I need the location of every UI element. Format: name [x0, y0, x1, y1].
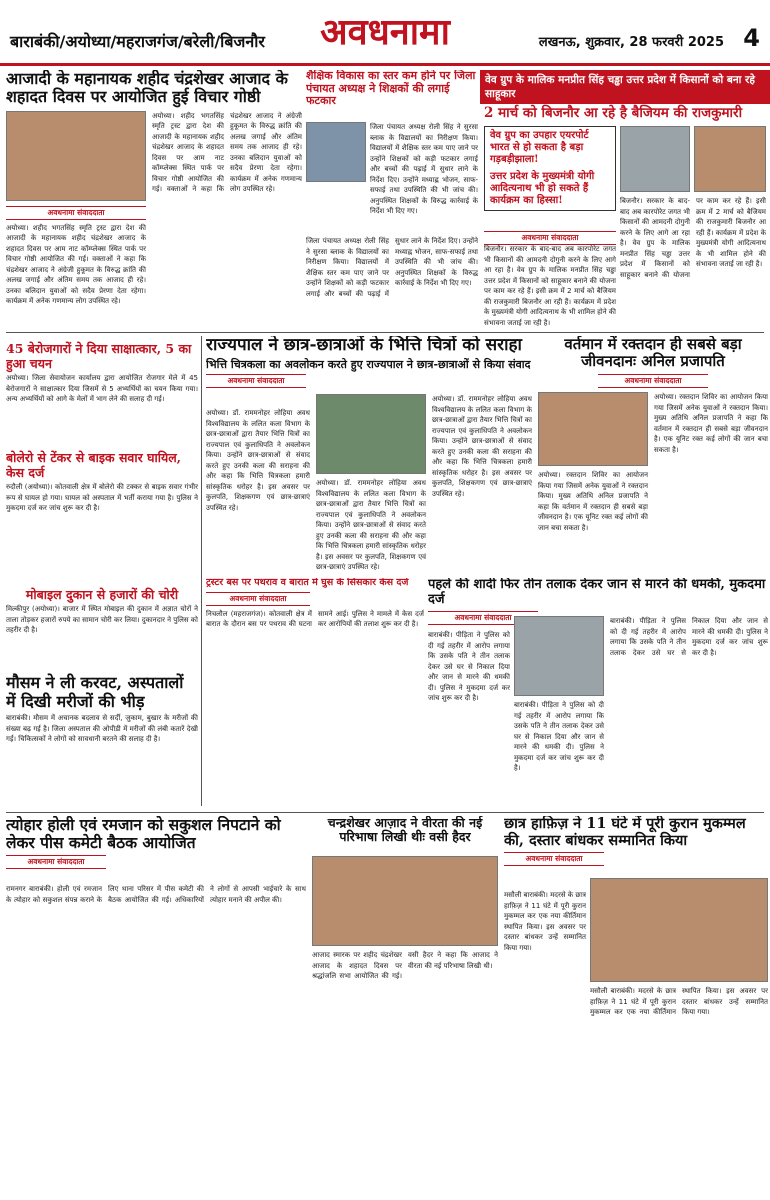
photo [306, 122, 366, 182]
photo [316, 394, 426, 474]
body: अयोध्या। शहीद भगतसिंह स्मृति ट्रस्ट द्वारा देश की आजादी के महानायक शहीद चंद्रशेखर आजाद के शहादत दिवस पर आम नाट कॉम्प्लेक्स स्थित पार्क पर विचार गोष्ठी आयोजित की गई। वक्ताओं ने कहा कि चंद्रशेखर आजाद ने अंग्रेजी हुकूमत के विरुद्ध क्रांति की अलख जगाई और अंतिम समय तक आजाद ही रहे। उनका बलिदान युवाओं को सदैव प्रेरणा देता रहेगा। कार्यक्रम में अनेक गणमान्य लोग उपस्थित रहे। [152, 111, 302, 194]
headline: छात्र हाफ़िज़ ने 11 घंटे में पूरी कुरान मुकम्मल की, दस्तार बांधकर सम्मानित किया [504, 816, 746, 849]
subhead: भित्ति चित्रकला का अवलोकन करते हुए राज्यपाल ने छात्र-छात्राओं से किया संवाद [206, 357, 531, 371]
headline: त्योहार होली एवं रमजान को सकुशल निपटाने को लेकर पीस कमेटी बैठक आयोजित [6, 816, 281, 852]
divider [6, 812, 764, 813]
headline: चन्द्रशेखर आज़ाद ने वीरता की नई परिभाषा लिखी थीः वसी हैदर [327, 816, 483, 845]
article-azad-goshthi [6, 70, 302, 328]
headline: आजादी के महानायक शहीद चंद्रशेखर आजाद के शहादत दिवस पर आयोजित हुई विचार गोष्ठी [6, 70, 288, 107]
brief-head: मौसम ने ली करवट, अस्पतालों में दिखी मरीजों की भीड़ [6, 673, 184, 712]
body-cont: जिला पंचायत अध्यक्ष रोली सिंह ने सुरसा ब्लाक के विद्यालयों का निरीक्षण किया। विद्यालयों में शैक्षिक स्तर कम पाए जाने पर उन्होंने शिक्षकों को कड़ी फटकार लगाई और बच्चों की पढ़ाई में सुधार लाने के निर्देश दिए। उन्होंने मध्याह्न भोजन, साफ-सफाई तथा उपस्थिति की भी जांच की। अनुपस्थित शिक्षकों के विरुद्ध कार्रवाई के निर्देश भी दिए गए। [306, 237, 478, 298]
body-cont: बाराबंकी। पीड़िता ने पुलिस को दी गई तहरीर में आरोप लगाया कि उसके पति ने तीन तलाक देकर उसे घर से निकाल दिया और जान से मारने की धमकी दी। पुलिस ने मुकदमा दर्ज कर जांच शुरू कर दी है। [514, 701, 604, 772]
headline: पहले की शादी फिर तीन तलाक देकर जान से मारने की धमकी, मुकदमा दर्ज [428, 578, 766, 607]
point-2: उत्तर प्रदेश के मुख्यमंत्री योगी आदित्यनाथ भी हो सकते हैं कार्यक्रम का हिस्सा! [490, 171, 595, 206]
byline: अवधनामा संवाददाता [504, 852, 604, 866]
article-raktdaan [538, 336, 768, 576]
body-cont: मसौली बाराबंकी। मदरसे के छात्र हाफ़िज़ ने 11 घंटे में पूरी कुरान मुकम्मल कर एक नया कीर्तिमान स्थापित किया। इस अवसर पर दस्तार बांधकर उन्हें सम्मानित किया गया। [590, 987, 768, 1016]
byline: अवधनामा संवाददाता [206, 374, 306, 388]
byline: अवधनामा संवाददाता [6, 206, 146, 220]
article-peace-committee [6, 816, 306, 1194]
photo [590, 878, 768, 982]
page-number: 4 [743, 24, 760, 52]
body-cont: बाराबंकी। पीड़िता ने पुलिस को दी गई तहरीर में आरोप लगाया कि उसके पति ने तीन तलाक देकर उसे घर से निकाल दिया और जान से मारने की धमकी दी। पुलिस ने मुकदमा दर्ज कर जांच शुरू कर दी है। [610, 617, 768, 657]
body-cont: अयोध्या। डॉ. राममनोहर लोहिया अवध विश्वविद्यालय के ललित कला विभाग के छात्र-छात्राओं द्वारा तैयार भित्ति चित्रों का राज्यपाल एवं कुलाधिपति ने अवलोकन किया। उन्होंने छात्र-छात्राओं से संवाद करते हुए उनकी कला की सराहना की और कहा कि भित्ति चित्रकला हमारी सांस्कृतिक धरोहर है। इस अवसर पर कुलपति, शिक्षकगण एवं छात्र-छात्राएं उपस्थित रहे। [316, 479, 426, 571]
masthead [0, 0, 770, 66]
article-jila-panchayat [306, 70, 478, 328]
logo [310, 6, 460, 60]
body: जिला पंचायत अध्यक्ष रोली सिंह ने सुरसा ब्लाक के विद्यालयों का निरीक्षण किया। विद्यालयों में शैक्षिक स्तर कम पाए जाने पर उन्होंने शिक्षकों को कड़ी फटकार लगाई और बच्चों की पढ़ाई में सुधार लाने के निर्देश दिए। उन्होंने मध्याह्न भोजन, साफ-सफाई तथा उपस्थिति की भी जांच की। अनुपस्थित शिक्षकों के विरुद्ध कार्रवाई के निर्देश भी दिए गए। [370, 123, 478, 215]
body: आजाद स्मारक पर शहीद चंद्रशेखर आजाद के शहादत दिवस पर श्रद्धांजलि सभा आयोजित की गई। वसी हैदर ने कहा कि आजाद ने वीरता की नई परिभाषा लिखी थी। [312, 951, 498, 980]
brief-body: अयोध्या। जिला सेवायोजन कार्यालय द्वारा आयोजित रोजगार मेले में 45 बेरोजगारों ने साक्षात्कार दिया जिसमें से 5 अभ्यर्थियों का चयन किया गया। अन्य अभ्यर्थियों को आगे के मेलों में भाग लेने की सलाह दी गई। [6, 374, 198, 403]
article-hafiz [504, 816, 768, 1194]
point-1: वेव ग्रुप का उपहार एयरपोर्ट भारत से हो सकता है बड़ा गड़बड़ीझाला! [490, 130, 589, 165]
photo [514, 616, 604, 696]
byline: अवधनामा संवाददाता [484, 231, 616, 245]
headline: वर्तमान में रक्तदान ही सबसे बड़ा जीवनदानः अनिल प्रजापति [564, 336, 742, 371]
photo-2 [694, 126, 766, 192]
article-rajyapal [206, 336, 532, 576]
brief-head: बोलेरो से टेंकर से बाइक सवार घायिल, केस दर्ज [6, 450, 182, 480]
headline: शैक्षिक विकास का स्तर कम होने पर जिला पंचायत अध्यक्ष ने शिक्षकों की लगाई फटकार [306, 70, 476, 108]
body: अयोध्या। डॉ. राममनोहर लोहिया अवध विश्वविद्यालय के ललित कला विभाग के छात्र-छात्राओं द्वारा तैयार भित्ति चित्रों का राज्यपाल एवं कुलाधिपति ने अवलोकन किया। उन्होंने छात्र-छात्राओं से संवाद करते हुए उनकी कला की सराहना की और कहा कि भित्ति चित्रकला हमारी सांस्कृतिक धरोहर है। इस अवसर पर कुलपति, शिक्षकगण एवं छात्र-छात्राएं उपस्थित रहे। [206, 409, 310, 512]
headline: ट्रस्टर बस पर पथराव व बारात में घुस के सिसकार केस दर्ज [206, 578, 409, 588]
photo-1 [620, 126, 690, 192]
banner: वेव ग्रुप के मालिक मनप्रीत सिंह चड्ढा उत्तर प्रदेश में किसानों को बना रहे साहूकार [480, 70, 770, 104]
brief-body: बाराबंकी। मौसम में अचानक बदलाव से सर्दी, जुकाम, बुखार के मरीजों की संख्या बढ़ गई है। जिला अस्पताल की ओपीडी में मरीजों की लंबी कतारें देखी गईं। चिकित्सकों ने लोगों को सावधानी बरतने की सलाह दी है। [6, 714, 198, 744]
dateline: लखनऊ, शुक्रवार, 28 फरवरी 2025 [538, 35, 724, 50]
byline: अवधनामा संवाददाता [428, 611, 538, 625]
photo [538, 392, 648, 466]
brief-head: मोबाइल दुकान से हजारों की चोरी [25, 587, 179, 602]
divider [6, 332, 764, 333]
body-cont: बिजनौर। सरकार के बाद-बाद अब कारपोरेट जगत भी किसानों की आमदनी दोगुनी करने के लिए आगे आ रहा है। वेव ग्रुप के मालिक मनप्रीत सिंह चड्ढा उत्तर प्रदेश में किसानों को साहूकार बनाने की योजना पर काम कर रहे हैं। इसी क्रम में 2 मार्च को बैजियम की राजकुमारी बिजनौर आ रही हैं। कार्यक्रम में प्रदेश के मुख्यमंत्री योगी आदित्यनाथ के भी शामिल होने की संभावना जताई जा रही है। [484, 245, 616, 327]
point-box [484, 126, 616, 211]
body: अयोध्या। रक्तदान शिविर का आयोजन किया गया जिसमें अनेक युवाओं ने रक्तदान किया। मुख्य अतिथि अनिल प्रजापति ने कहा कि वर्तमान में रक्तदान ही सबसे बड़ा जीवनदान है। एक यूनिट रक्त कई लोगों की जान बचा सकता है। [654, 393, 768, 454]
body-cont: अयोध्या। रक्तदान शिविर का आयोजन किया गया जिसमें अनेक युवाओं ने रक्तदान किया। मुख्य अतिथि अनिल प्रजापति ने कहा कि वर्तमान में रक्तदान ही सबसे बड़ा जीवनदान है। एक यूनिट रक्त कई लोगों की जान बचा सकता है। [538, 471, 648, 532]
brief-head: 45 बेरोजगारों ने दिया साक्षात्कार, 5 का हुआ चयन [6, 341, 192, 371]
brief-body: मिल्कीपुर (अयोध्या)। बाजार में स्थित मोबाइल की दुकान में अज्ञात चोरों ने ताला तोड़कर हजारों रुपये का सामान चोरी कर लिया। दुकानदार ने पुलिस को तहरीर दी है। [6, 605, 198, 634]
body-cont: अयोध्या। डॉ. राममनोहर लोहिया अवध विश्वविद्यालय के ललित कला विभाग के छात्र-छात्राओं द्वारा तैयार भित्ति चित्रों का राज्यपाल एवं कुलाधिपति ने अवलोकन किया। उन्होंने छात्र-छात्राओं से संवाद करते हुए उनकी कला की सराहना की और कहा कि भित्ति चित्रकला हमारी सांस्कृतिक धरोहर है। इस अवसर पर कुलपति, शिक्षकगण एवं छात्र-छात्राएं उपस्थित रहे। [432, 395, 532, 498]
article-bijnor [480, 104, 770, 330]
photo [312, 856, 498, 946]
byline: अवधनामा संवाददाता [206, 592, 310, 606]
article-vasi-haidar [312, 816, 498, 1194]
briefs-column [6, 336, 198, 806]
byline: अवधनामा संवाददाता [598, 374, 708, 388]
body-wrap [312, 950, 498, 1194]
divider [201, 336, 202, 806]
logo-text: अवधनामा [320, 11, 450, 53]
brief-body: रुदौली (अयोध्या)। कोतवाली क्षेत्र में बोलेरो की टक्कर से बाइक सवार गंभीर रूप से घायल हो गया। घायल को अस्पताल में भर्ती कराया गया है। पुलिस ने मुकदमा दर्ज कर जांच शुरू कर दी है। [6, 483, 198, 512]
body: मसौली बाराबंकी। मदरसे के छात्र हाफ़िज़ ने 11 घंटे में पूरी कुरान मुकम्मल कर एक नया कीर्तिमान स्थापित किया। इस अवसर पर दस्तार बांधकर उन्हें सम्मानित किया गया। [504, 891, 586, 952]
byline: अवधनामा संवाददाता [6, 855, 106, 869]
article-teen-talak [428, 578, 768, 806]
article-bus-pathrav [206, 578, 424, 806]
headline: राज्यपाल ने छात्र-छात्राओं के भित्ति चित्रों को सराहा [206, 336, 522, 355]
body: निचलौल (महराजगंज)। कोतवाली क्षेत्र में बारात के दौरान बस पर पथराव की घटना सामने आई। पुलिस ने मामले में केस दर्ज कर आरोपियों की तलाश शुरू कर दी है। [206, 609, 424, 629]
photo [6, 111, 146, 201]
body: बिजनौर। सरकार के बाद-बाद अब कारपोरेट जगत भी किसानों की आमदनी दोगुनी करने के लिए आगे आ रहा है। वेव ग्रुप के मालिक मनप्रीत सिंह चड्ढा उत्तर प्रदेश में किसानों को साहूकार बनाने की योजना पर काम कर रहे हैं। इसी क्रम में 2 मार्च को बैजियम की राजकुमारी बिजनौर आ रही हैं। कार्यक्रम में प्रदेश के मुख्यमंत्री योगी आदित्यनाथ के भी शामिल होने की संभावना जताई जा रही है। [620, 197, 766, 279]
body-cont: अयोध्या। शहीद भगतसिंह स्मृति ट्रस्ट द्वारा देश की आजादी के महानायक शहीद चंद्रशेखर आजाद के शहादत दिवस पर आम नाट कॉम्प्लेक्स स्थित पार्क पर विचार गोष्ठी आयोजित की गई। वक्ताओं ने कहा कि चंद्रशेखर आजाद ने अंग्रेजी हुकूमत के विरुद्ध क्रांति की अलख जगाई और अंतिम समय तक आजाद ही रहे। उनका बलिदान युवाओं को सदैव प्रेरणा देता रहेगा। कार्यक्रम में अनेक गणमान्य लोग उपस्थित रहे। [6, 223, 146, 306]
body: बाराबंकी। पीड़िता ने पुलिस को दी गई तहरीर में आरोप लगाया कि उसके पति ने तीन तलाक देकर उसे घर से निकाल दिया और जान से मारने की धमकी दी। पुलिस ने मुकदमा दर्ज कर जांच शुरू कर दी है। [428, 631, 510, 702]
body: रामनगर बाराबंकी। होली एवं रमजान के त्योहार को सकुशल संपन्न कराने के लिए थाना परिसर में पीस कमेटी की बैठक आयोजित की गई। अधिकारियों ने लोगों से आपसी भाईचारे के साथ त्योहार मनाने की अपील की। [6, 885, 306, 904]
editions: बाराबंकी/अयोध्या/महराजगंज/बरेली/बिजनौर [10, 32, 265, 51]
headline: 2 मार्च को बिजनौर आ रहे है बैजियम की राजकुमारी [484, 105, 743, 121]
